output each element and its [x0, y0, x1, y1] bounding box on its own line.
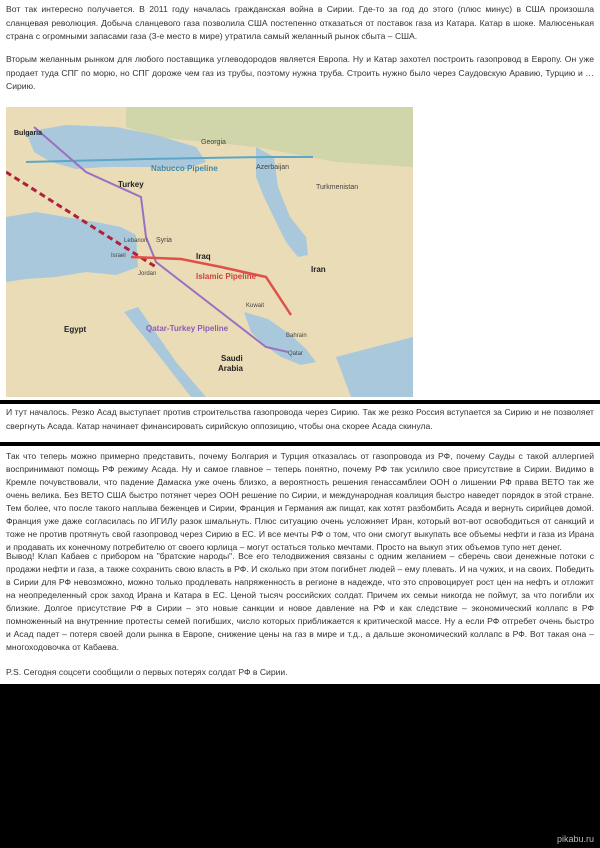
label-iraq: Iraq	[196, 252, 211, 261]
label-nabucco: Nabucco Pipeline	[151, 164, 218, 173]
label-arabia: Arabia	[218, 364, 243, 373]
label-azerbaijan: Azerbaijan	[256, 164, 290, 171]
label-egypt: Egypt	[64, 325, 87, 334]
article-panel-middle	[0, 404, 600, 442]
label-saudi: Saudi	[221, 354, 243, 363]
label-bahrain: Bahrain	[286, 333, 307, 339]
label-lebanon: Lebanon	[124, 238, 148, 244]
paragraph-2: Вторым желанным рынком для любого поставщика углеводородов является Европа. Ну и Катар захотел построить газопровод в Европу. Он уже продает туда СПГ по морю, но СПГ дороже чем газ из трубы, поэтому нужна труба. Строить нужно было через Саудовскую Аравию, Турцию и … Сирию.	[6, 54, 594, 91]
label-israel: Israel	[111, 253, 126, 259]
label-georgia: Georgia	[201, 139, 226, 146]
article-panel-bottom	[0, 446, 600, 684]
label-qatar-turkey-pipeline: Qatar-Turkey Pipeline	[146, 324, 229, 333]
label-turkey: Turkey	[118, 180, 144, 189]
paragraph-6: P.S. Сегодня соцсети сообщили о первых потерях солдат РФ в Сирии.	[6, 667, 288, 677]
label-kuwait: Kuwait	[246, 303, 265, 309]
label-qatar: Qatar	[288, 351, 304, 357]
label-turkmenistan: Turkmenistan	[316, 184, 359, 191]
paragraph-5: Вывод! Клап Кабаев с прибором на "братские народы". Все его телодвижения связаны с одним желанием – сберечь свои денежные потоки с продажи нефти и газа, а также сохранить свою власть в РФ. И сколько при этом погибнет людей – ему плевать. И на чужих, и на своих. Победить в Сирии для РФ невозможно, можно только продлевать напряженность в регионе в надежде, что это спровоцирует рост цен на нефть и отложит на неопределенный срок заход Ирана и Катара в ЕС. Ценой тысяч российских солдат. Причем их семьи никогда не поймут, за что погибли их близкие. Долгое присутствие РФ в Сирии – это новые санкции и новое давление на РФ и как следствие – экономический коллапс в РФ помноженный на внутренние протесты семей погибших, число которых приближается к критической массе. Ну а если РФ отгребет очень быстро и Асад падет – потеря своей доли рынка в Европе, снижение цены на газ в мире и т.д., а дальше экономический коллапс в РФ. Вот такая она – многоходовочка от Кабаева.	[6, 551, 594, 652]
paragraph-3: И тут началось. Резко Асад выступает против строительства газопровода через Сирию. Так же резко Россия вступается за Сирию и не позволяет свергнуть Асада. Катар начинает финансировать сирийскую оппозицию, чтобы она скорее Асада скинула.	[6, 407, 594, 431]
label-islamic-pipeline: Islamic Pipeline	[196, 272, 257, 281]
label-iran: Iran	[311, 265, 326, 274]
watermark: pikabu.ru	[556, 834, 594, 844]
paragraph-4: Так что теперь можно примерно представить, почему Болгария и Турция отказалась от газопровода из РФ, почему Сауды с такой аллергией воспринимают помощь РФ режиму Асада. Ну и самое главное – теперь понятно, почему РФ так усилило свое присутствие в Сирии. Видимо в Кремле почувствовали, что падение Дамаска уже очень близко, а вероятность решения генассамблеи ООН о лишении РФ права ВЕТО так же очень велика. Без ВЕТО США быстро потянет через ООН решение по Сирии, и международная коалиция быстро наведет порядок в этой стране. Тем более, что после такого наплыва беженцев и Сирии, Франция и Германия аж пищат, как хотят разбомбить Асада и вернуть сирийцев домой. Франция уже даже согласилась по ИГИЛу разок шмальнуть. Плюс ситуацию очень усложняет Иран, который вот-вот освободиться от санкций и тоже не против протянуть свой газопровод через Сирию в ЕС. И все мечты РФ о том, что они смогут выкупать все объемы нефти и газа из Ирана и продавать их конечному потребителю от своего юрлица – могут остаться только мечтами. Просто на выкуп этих объемов тупо нет денег.	[6, 451, 594, 552]
label-syria: Syria	[156, 237, 172, 244]
paragraph-1: Вот так интересно получается. В 2011 году началась гражданская война в Сирии. Где-то за год до этого (плюс минус) в США произошла сланцевая революция. Добыча сланцевого газа позволила США постепенно отказаться от поставок газа из Катара. Катар в шоке. Малюсенькая страна с огромными запасами газа (3-е место в мире) утратила самый желанный рынок сбыта – США.	[6, 4, 594, 41]
pipeline-map	[6, 107, 413, 397]
article-panel-top	[0, 0, 600, 400]
label-jordan: Jordan	[138, 271, 157, 277]
label-bulgaria: Bulgaria	[14, 130, 43, 137]
